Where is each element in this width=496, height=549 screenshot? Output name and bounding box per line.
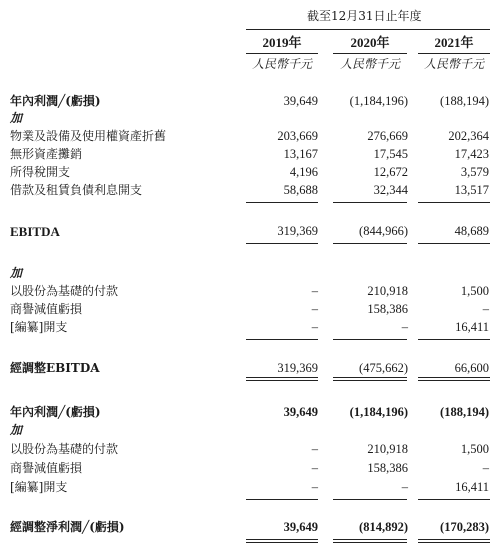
income-tax-label: 所得稅開支 <box>10 165 71 179</box>
redacted-expense-label: [編纂]開支 <box>10 480 68 494</box>
currency-unit: 人民幣千元 <box>423 57 484 71</box>
goodwill-impairment-label: 商譽減值虧損 <box>10 302 83 316</box>
currency-unit: 人民幣千元 <box>339 57 400 71</box>
year-underline <box>333 53 407 54</box>
table-cell: 3,579 <box>460 165 489 179</box>
double-rule <box>246 377 318 378</box>
table-cell: – <box>401 480 408 494</box>
goodwill-impairment-label: 商譽減值虧損 <box>10 461 83 475</box>
ebitda-label: EBITDA <box>10 224 60 239</box>
total-rule <box>418 243 490 244</box>
year-underline <box>246 53 318 54</box>
double-rule <box>246 542 318 543</box>
table-cell: 17,545 <box>373 147 408 161</box>
double-rule <box>246 539 318 540</box>
ebitda-2019: 319,369 <box>277 224 318 238</box>
table-cell: 17,423 <box>454 147 489 161</box>
subtotal-rule <box>418 339 490 340</box>
profit-loss-2020: (1,184,196) <box>349 405 408 419</box>
add-label: 加 <box>10 266 23 280</box>
total-rule <box>246 243 318 244</box>
table-cell: 203,669 <box>277 129 318 143</box>
table-cell: 210,918 <box>367 442 408 456</box>
double-rule <box>333 380 407 381</box>
period-header: 截至12月31日止年度 <box>307 9 422 23</box>
table-cell: – <box>311 461 318 475</box>
table-cell: 202,364 <box>448 129 489 143</box>
table-cell: 276,669 <box>367 129 408 143</box>
double-rule <box>333 377 407 378</box>
table-cell: 13,517 <box>454 183 489 197</box>
table-cell: 1,500 <box>460 442 489 456</box>
depreciation-label: 物業及設備及使用權資產折舊 <box>10 129 167 143</box>
subtotal-rule <box>333 339 407 340</box>
double-rule <box>246 380 318 381</box>
year-2021-header: 2021年 <box>434 35 474 50</box>
adjusted-net-2021: (170,283) <box>440 520 489 534</box>
double-rule <box>418 380 490 381</box>
adjusted-ebitda-2020: (475,662) <box>359 361 408 375</box>
subtotal-rule <box>333 202 407 203</box>
amortization-label: 無形資產攤銷 <box>10 147 83 161</box>
adjusted-net-profit-label: 經調整淨利潤╱(虧損) <box>10 520 125 534</box>
table-cell: 16,411 <box>455 480 489 494</box>
table-cell: – <box>482 461 489 475</box>
profit-loss-label: 年內利潤╱(虧損) <box>10 405 101 419</box>
adjusted-net-2019: 39,649 <box>283 520 318 534</box>
add-label: 加 <box>10 423 23 437</box>
table-cell: – <box>311 284 318 298</box>
adjusted-ebitda-label: 經調整EBITDA <box>10 361 100 375</box>
profit-loss-2019: 39,649 <box>283 405 318 419</box>
table-cell: 4,196 <box>289 165 318 179</box>
subtotal-rule <box>418 202 490 203</box>
table-cell: 58,688 <box>283 183 318 197</box>
subtotal-rule <box>418 499 490 500</box>
subtotal-rule <box>246 499 318 500</box>
year-2020-header: 2020年 <box>350 35 390 50</box>
profit-loss-2021: (188,194) <box>440 94 489 108</box>
table-cell: 32,344 <box>373 183 408 197</box>
table-cell: – <box>401 320 408 334</box>
share-based-payment-label: 以股份為基礎的付款 <box>10 442 119 456</box>
table-cell: 210,918 <box>367 284 408 298</box>
year-underline <box>418 53 490 54</box>
table-cell: 12,672 <box>373 165 408 179</box>
interest-expense-label: 借款及租賃負債利息開支 <box>10 183 143 197</box>
table-cell: 158,386 <box>367 461 408 475</box>
share-based-payment-label: 以股份為基礎的付款 <box>10 284 119 298</box>
table-cell: – <box>311 320 318 334</box>
table-cell: 158,386 <box>367 302 408 316</box>
table-cell: 16,411 <box>455 320 489 334</box>
profit-loss-2020: (1,184,196) <box>349 94 408 108</box>
table-cell: 1,500 <box>460 284 489 298</box>
double-rule <box>418 539 490 540</box>
profit-loss-2019: 39,649 <box>283 94 318 108</box>
table-cell: – <box>482 302 489 316</box>
table-cell: – <box>311 442 318 456</box>
year-2019-header: 2019年 <box>262 35 302 50</box>
profit-loss-label: 年內利潤╱(虧損) <box>10 94 101 108</box>
profit-loss-2021: (188,194) <box>440 405 489 419</box>
add-label: 加 <box>10 111 23 125</box>
total-rule <box>333 243 407 244</box>
redacted-expense-label: [編纂]開支 <box>10 320 68 334</box>
double-rule <box>333 542 407 543</box>
subtotal-rule <box>246 202 318 203</box>
table-cell: – <box>311 302 318 316</box>
double-rule <box>333 539 407 540</box>
double-rule <box>418 377 490 378</box>
subtotal-rule <box>246 339 318 340</box>
adjusted-ebitda-2019: 319,369 <box>277 361 318 375</box>
double-rule <box>418 542 490 543</box>
adjusted-net-2020: (814,892) <box>359 520 408 534</box>
ebitda-2020: (844,966) <box>359 224 408 238</box>
currency-unit: 人民幣千元 <box>251 57 312 71</box>
table-cell: – <box>311 480 318 494</box>
header-rule <box>246 29 490 30</box>
table-cell: 13,167 <box>283 147 318 161</box>
subtotal-rule <box>333 499 407 500</box>
adjusted-ebitda-2021: 66,600 <box>454 361 489 375</box>
ebitda-2021: 48,689 <box>454 224 489 238</box>
